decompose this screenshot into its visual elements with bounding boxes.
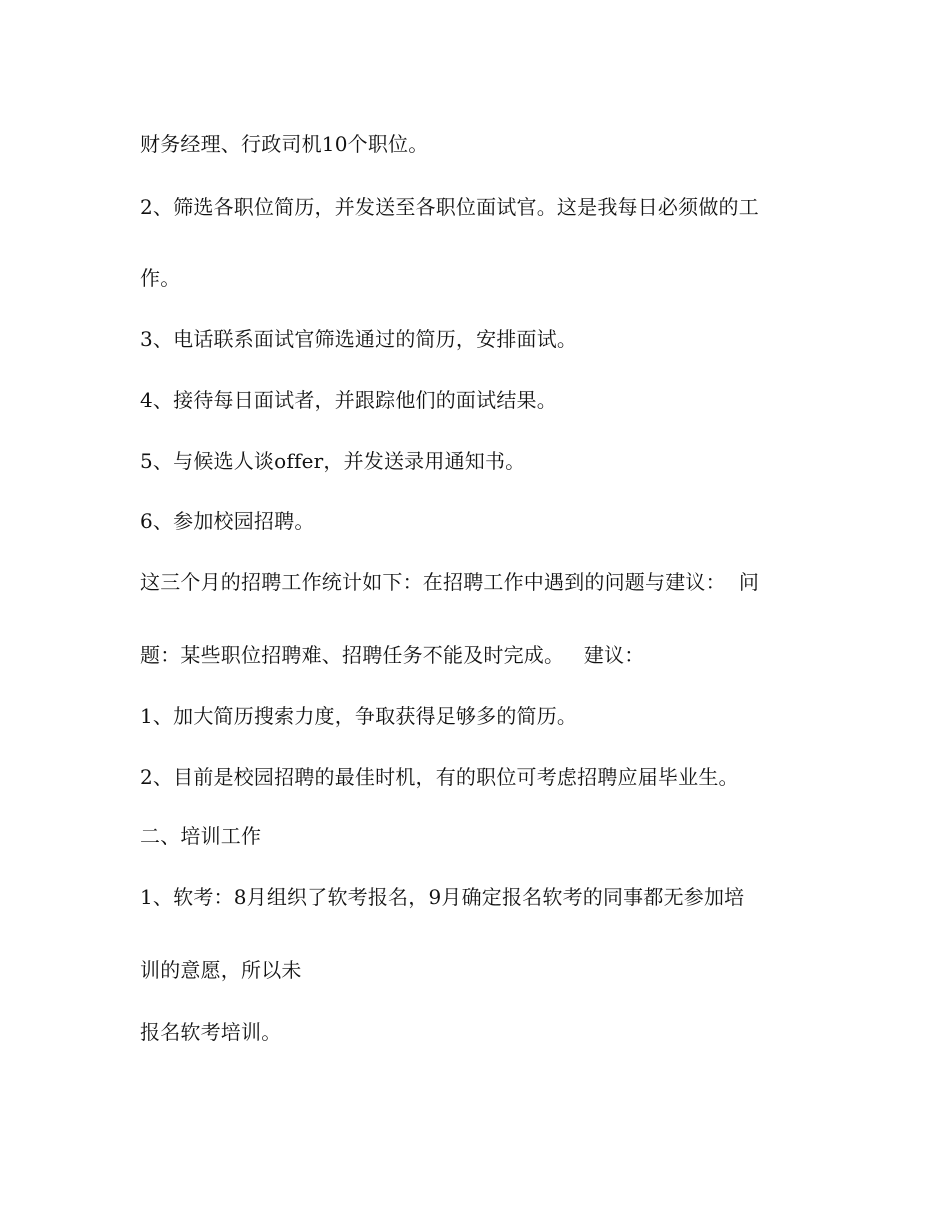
section-heading: 二、培训工作 bbox=[140, 824, 262, 848]
text-line: 2、筛选各职位简历，并发送至各职位面试官。这是我每日必须做的工 bbox=[140, 195, 759, 219]
text-line: 3、电话联系面试官筛选通过的简历，安排面试。 bbox=[140, 327, 578, 351]
text-line: 1、软考：8月组织了软考报名，9月确定报名软考的同事都无参加培 bbox=[140, 885, 745, 909]
text-line: 6、参加校园招聘。 bbox=[140, 509, 315, 533]
text-line: 财务经理、行政司机10个职位。 bbox=[140, 132, 429, 156]
text-line: 1、加大简历搜索力度，争取获得足够多的简历。 bbox=[140, 704, 578, 728]
text-line: 2、目前是校园招聘的最佳时机，有的职位可考虑招聘应届毕业生。 bbox=[140, 765, 739, 789]
text-line: 训的意愿，所以未 bbox=[140, 958, 302, 982]
text-line: 报名软考培训。 bbox=[140, 1020, 282, 1044]
text-line: 作。 bbox=[140, 266, 181, 290]
text-line: 4、接待每日面试者，并跟踪他们的面试结果。 bbox=[140, 388, 557, 412]
text-line: 5、与候选人谈offer，并发送录用通知书。 bbox=[140, 449, 526, 473]
text-line: 题：某些职位招聘难、招聘任务不能及时完成。 建议： bbox=[140, 643, 645, 667]
text-line: 这三个月的招聘工作统计如下：在招聘工作中遇到的问题与建议： 问 bbox=[140, 570, 760, 594]
